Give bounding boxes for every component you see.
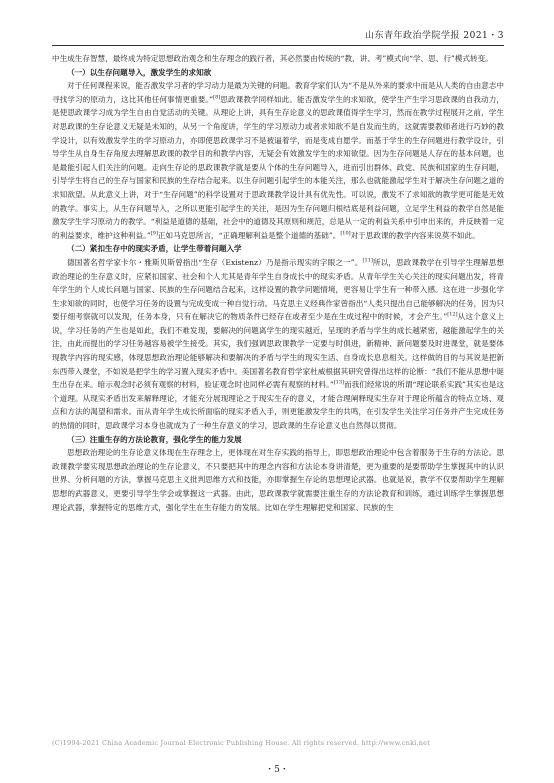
citation-marker: [9] bbox=[150, 230, 158, 237]
section-heading-3: （三）注重生存的方法论教育，强化学生的能力发展 bbox=[67, 434, 242, 444]
citation-marker: [10] bbox=[340, 230, 351, 237]
article-body bbox=[52, 52, 504, 742]
citation-marker: [8] bbox=[213, 94, 221, 101]
paragraph: 对于任何课程来说，能否激发学习者的学习动力是最为关键的问题。教育学家们认为“不是从外来的要求中而是从人类的自由意志中寻找学习的原动力，这比其他任何事情更重要。”[8]思政课教学同样如此。能否激发学生的求知欲，使学生产生学习思政课的自我动力，是使思政课学习成为学生自由自觉活动的关键。从理论上讲，具有生存论意义的思政课值得学生学习，然而在教学过程展开之前，学生对思政课的生存论意义无疑是未知的，从另一个角度讲，学生的学习原动力或者求知欲不是自发而生的，这就需要教师者进行巧妙的教学设计，以有效激发学生的学习原动力，亦即使思政课学习不是被逼着学，而是变成自愿学。而基于学生的生存问题进行教学设计，引导学生从自身生存角度去理解思政课的教学目的和教学内容，无疑会有效激发学生的求知欲望。因为生存问题是人存在的基本问题，也是最能引起人们关注的问题。走向生存论的思政课教学就是要从个体的生存问题导入，进而引出群体、政党、民族和国家的生存问题，引导学生将自己的生存与国家和民族的生存结合起来。以生存问题引起学生的本能关注，那么也就能激起学生对于解决生存问题之道的求知欲望。从此意义上讲，对于“生存问题”的科学设置对于思政课教学设计具有优先性。可以说，激发不了求知欲的教学更可能是无效的教学。事实上，从生存问题导入，之所以更能引起学生的关注，是因为生存问题归根结底是利益问题，立足学生利益的教学自然是能激发学生学习原动力的教学。“利益是道德的基础，社会中的道德及其原则和规范，总是从一定的利益关系中引申出来的，并反映着一定的利益要求，维护这种利益。”[9]正如马克思所言，“正确理解利益是整个道德的基础”。[10]对于思政课的教学内容来说莫不如此。 bbox=[52, 81, 504, 240]
citation-marker: [13] bbox=[333, 379, 344, 386]
page-number: ・5・ bbox=[265, 765, 289, 775]
section-heading-1: （一）以生存问题导入，激发学生的求知欲 bbox=[67, 67, 212, 77]
journal-header: 山东青年政治学院学报 2021・3 bbox=[365, 31, 504, 41]
citation-marker: [12] bbox=[447, 311, 458, 318]
citation-marker: [11] bbox=[362, 257, 373, 264]
section-heading-2: （二）紧扣生存中的现实矛盾，让学生带着问题入学 bbox=[67, 244, 242, 254]
paragraph-continuation: 中生成生存智慧，最终成为特定思想政治观念和生存理念的践行者，其必然要由传统的“教、讲、考”模式向“学、思、行”模式转变。 bbox=[52, 54, 493, 63]
journal-header-bar bbox=[52, 28, 504, 44]
paragraph: 思想政治理论的生存论意义体现在生存理念上，更体现在对生存实践的指导上，即思想政治理论中包含着服务于生存的方法论。思政课教学要实现思想政治理论的生存论意义，不只要把其中的理念内容和方法论本身讲清楚，更为重要的是要帮助学生掌握其中的认识世界、分析问题的方法，掌握马克思主义批判思维方式和技能，亦即掌握生存论的思想理论武器。也就是说，教学不仅要帮助学生理解思想的武器意义，更要引导学生学会或掌握这一武器。由此，思政课教学就需要注重生存的方法论教育和训练，通过训练学生掌握思想理论武器，掌握特定的思维方式，强化学生在生存能力的发展。比如在学生理解把党和国家、民族的生 bbox=[52, 448, 504, 512]
footer-copyright: (C)1994-2021 China Academic Journal Electronic Publishing House. All rights reserved. http://www.cnki.net bbox=[52, 739, 431, 747]
paragraph: 德国著名哲学家卡尔・雅斯贝斯曾指出“生存（Existenz）乃是指示现实的字眼之一”。[11]所以，思政课教学在引导学生理解思想政治理论的生存意义时，应紧扣国家、社会和个人尤其是青年学生自身成长中的现实矛盾。从青年学生关心关注的现实问题出发，将青年学生的个人成长问题与国家、民族的生存问题结合起来，这样设置的教学问题情境，更容易让学生有一种带入感。这在进一步强化学生求知欲的同时，也使学习任务的设置与完成变成一种自觉行动。马克思主义经典作家曾指出“人类只提出自己能够解决的任务，因为只要仔细考察就可以发现，任务本身，只有在解决它的物质条件已经存在或者至少是在生成过程中的时候，才会产生。”[12]从这个意义上说，学习任务的产生也是如此，我们不难发现，要解决的问题离学生的现实越近，呈现的矛盾与学生的成长越紧密，越能激起学生的关注，由此而提出的学习任务越容易被学生接受。其实，我们强调思政课教学一定要与时俱进，新精神、新问题要及时进课堂，就是要体现教学内容的现实感，体现思想政治理论能够解决和要解决的矛盾与学生的现实生活、自身成长息息相关。这样做的目的与其说是把新东西带入课堂，不如说是把学生的学习置入现实矛盾中。美国著名教育哲学家杜威根据其研究曾得出这样的论断：“我们不能从思想中诞生出存在来。暗示观念时必须有观察的材料，验证观念时也同样必需有观察的材料。”[13]而我们经常说的所谓“理论联系实践”其实也是这个道理。从现实矛盾出发来解释理论，才能充分展现理论之于现实生存的意义，才能合理阐释现实生存对于理论所蕴含的特点立场、观点和方法的渴望和需求。而从青年学生成长所面临的现实矛盾入手，则更能激发学生的共鸣，在引发学生关注学习任务并产生完成任务的热情的同时，思政课学习本身也就成为了一种生存意义的学习，思政课的生存论意义也自然得以贯彻。 bbox=[52, 257, 504, 431]
header-rule bbox=[52, 45, 504, 46]
